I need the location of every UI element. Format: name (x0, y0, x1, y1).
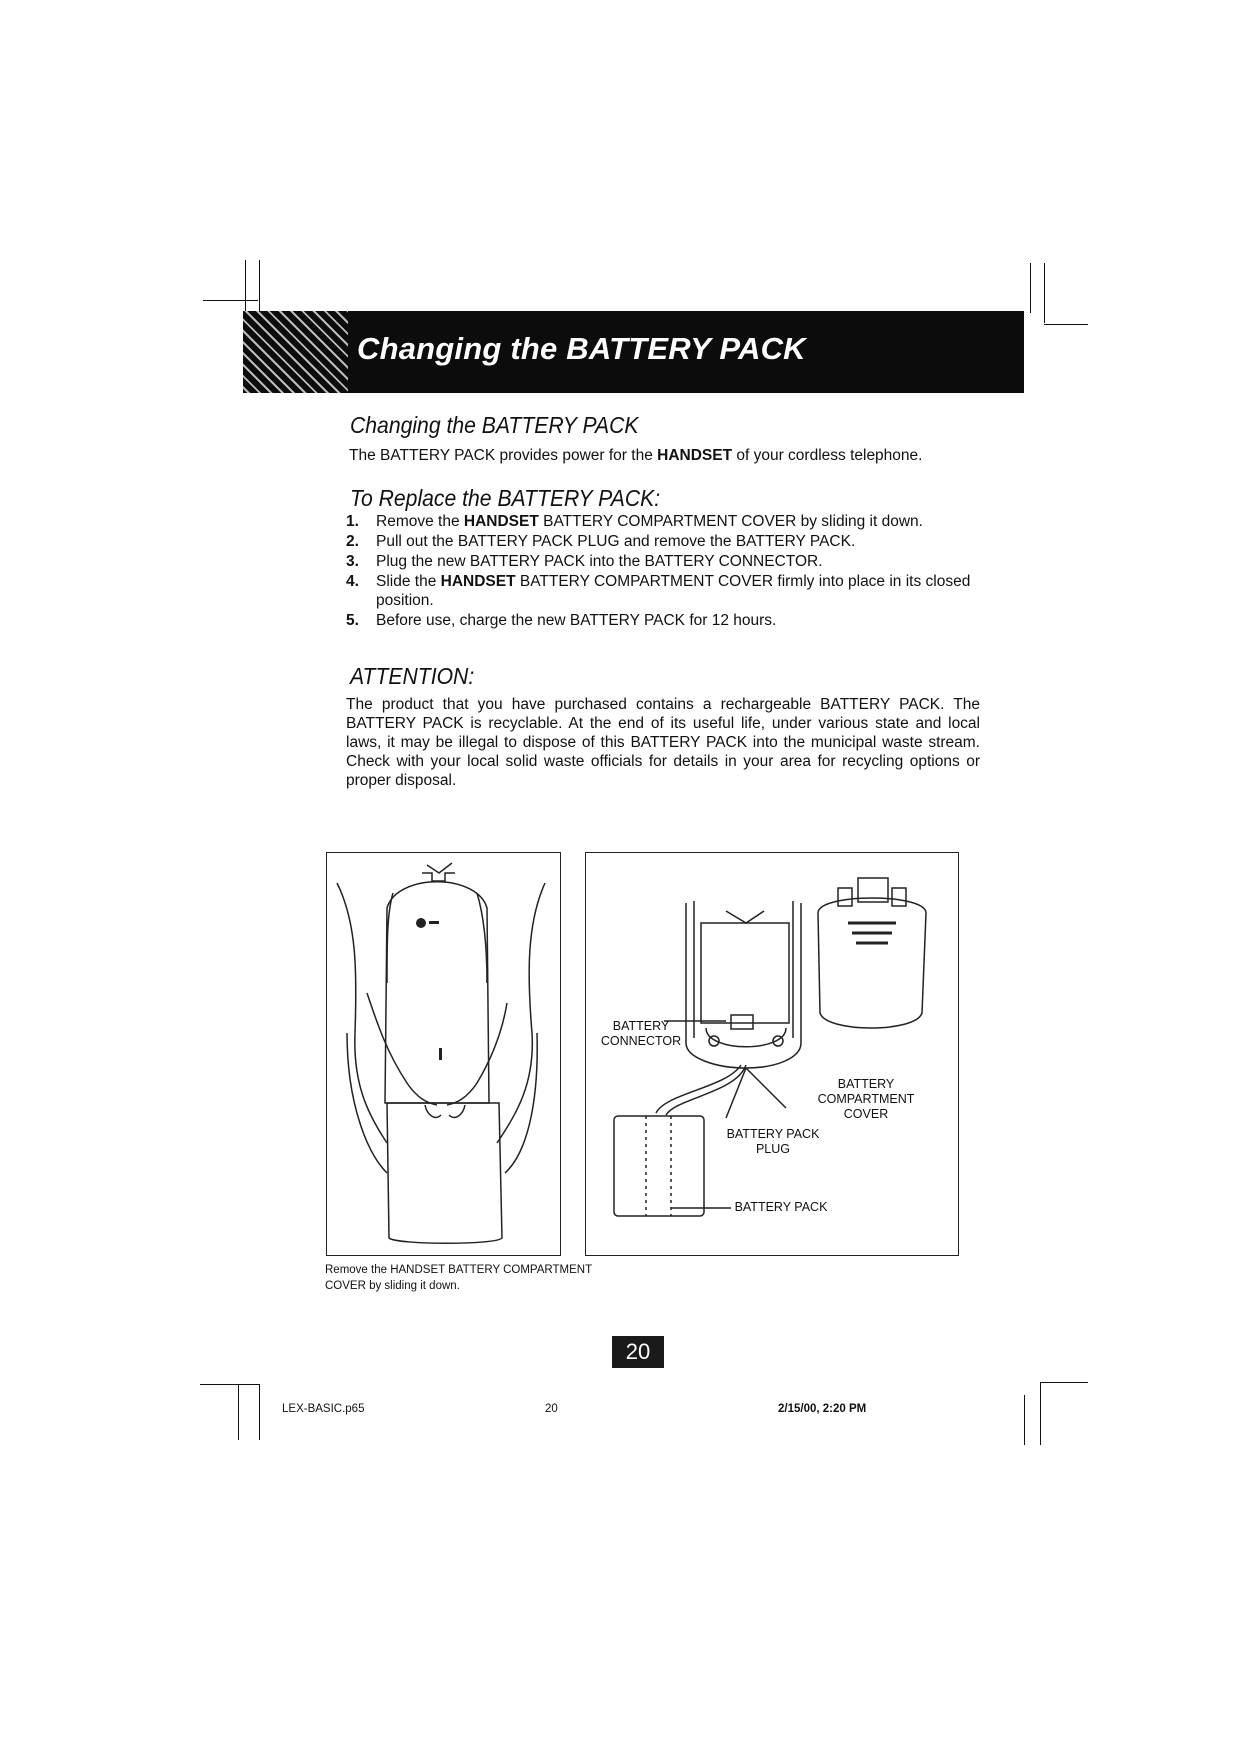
step-text-pre: Slide the (376, 573, 441, 590)
crop-mark-top-left-h (203, 300, 258, 301)
step-number: 4. (346, 573, 359, 590)
caption-line-2: COVER by sliding it down. (325, 1280, 460, 1292)
footer-file: LEX-BASIC.p65 (282, 1403, 365, 1415)
step-item (346, 572, 976, 610)
step-text-pre: Pull out the BATTERY PACK PLUG and remove the BATTERY PACK. (376, 533, 856, 550)
intro-bold: HANDSET (657, 447, 733, 464)
crop-mark-bottom-right-v1 (1024, 1395, 1025, 1445)
step-item (346, 532, 976, 551)
crop-mark-bottom-left-v2 (259, 1385, 260, 1440)
step-text (376, 552, 976, 571)
handset-illustration (327, 853, 560, 1255)
banner-pattern (243, 311, 348, 393)
banner-title: Changing the BATTERY PACK (357, 331, 806, 366)
label-battery-pack: BATTERY PACK (734, 1200, 828, 1214)
step-text (376, 572, 976, 610)
footer-page: 20 (545, 1403, 558, 1415)
intro-post: of your cordless telephone. (732, 447, 923, 464)
crop-mark-top-left-v1 (245, 260, 246, 315)
step-item (346, 552, 976, 571)
battery-diagram (586, 853, 958, 1255)
step-number: 2. (346, 533, 359, 550)
step-text-bold: HANDSET (463, 513, 539, 530)
step-number: 5. (346, 612, 359, 629)
attention-heading: ATTENTION: (350, 663, 475, 689)
replace-heading: To Replace the BATTERY PACK: (350, 485, 661, 511)
attention-text: The product that you have purchased contains a rechargeable BATTERY PACK. The BATTERY PACK is recyclable. At the end of its useful life, under various state and local laws, it may be illegal to dispose of this BATTERY PACK into the municipal waste stream. Check with your local solid waste officials for details in your area for recycling options or proper disposal. (346, 696, 980, 789)
step-text-post: BATTERY COMPARTMENT COVER firmly into place in its closed position. (376, 573, 971, 609)
crop-mark-top-right-v1 (1030, 263, 1031, 313)
crop-mark-bottom-right-h (1040, 1382, 1088, 1383)
figure-caption (325, 1262, 592, 1294)
crop-mark-bottom-left-v1 (238, 1385, 239, 1440)
step-text-pre: Before use, charge the new BATTERY PACK for 12 hours. (376, 612, 777, 629)
step-text (376, 512, 976, 531)
step-text-pre: Remove the (376, 513, 464, 530)
footer-timestamp: 2/15/00, 2:20 PM (778, 1403, 867, 1415)
step-text (376, 611, 976, 630)
step-text (376, 532, 976, 551)
section-intro (349, 446, 989, 465)
page-number-badge: 20 (612, 1336, 664, 1368)
crop-mark-top-left-v2 (259, 260, 260, 315)
step-item (346, 611, 976, 630)
replace-steps (346, 512, 976, 631)
step-item (346, 512, 976, 531)
caption-line-1: Remove the HANDSET BATTERY COMPARTMENT (325, 1264, 593, 1276)
intro-pre: The BATTERY PACK provides power for the (349, 447, 658, 464)
crop-mark-top-right-h (1044, 324, 1088, 325)
step-number: 1. (346, 513, 359, 530)
crop-mark-top-right-v2 (1044, 263, 1045, 323)
figure-right (585, 852, 959, 1256)
label-pack-plug: BATTERY PACK PLUG (726, 1127, 820, 1156)
section-heading: Changing the BATTERY PACK (350, 412, 639, 438)
step-number: 3. (346, 553, 359, 570)
crop-mark-bottom-left-h (200, 1384, 260, 1385)
crop-mark-bottom-right-v2 (1040, 1383, 1041, 1445)
label-battery-connector: BATTERY CONNECTOR (600, 1019, 682, 1048)
step-text-pre: Plug the new BATTERY PACK into the BATTERY CONNECTOR. (376, 553, 823, 570)
step-text-post: BATTERY COMPARTMENT COVER by sliding it down. (538, 513, 923, 530)
step-text-bold: HANDSET (440, 573, 516, 590)
title-banner (243, 311, 1024, 393)
figure-left (326, 852, 561, 1256)
label-compartment-cover: BATTERY COMPARTMENT COVER (817, 1077, 915, 1121)
